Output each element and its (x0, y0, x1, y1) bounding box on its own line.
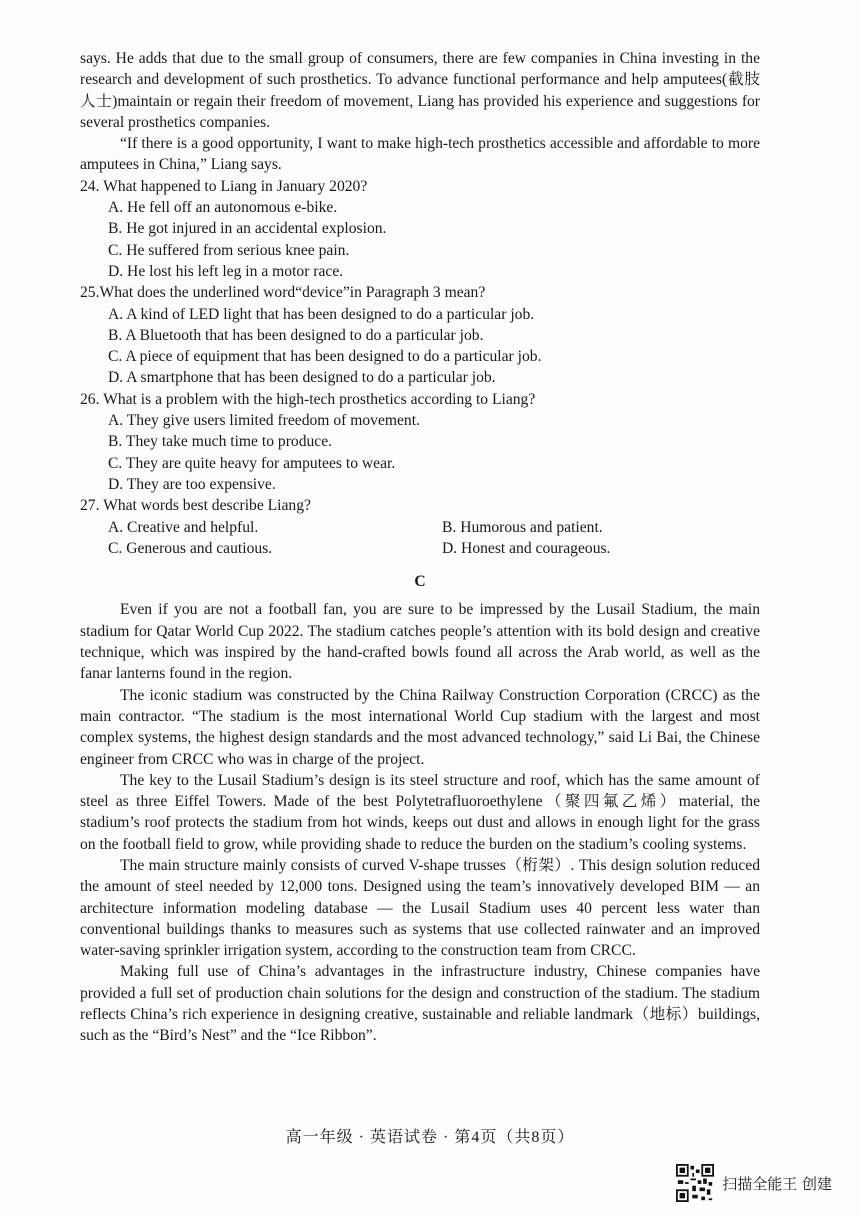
passage-b-paragraph: says. He adds that due to the small group of consumers, there are few companies in China investing in the research and development of such prosthetics. To advance functional performance and help amputees(截肢人士)maintain or regain their freedom of movement, Liang has provided his experience and suggestions for several prosthetics companies. (80, 50, 760, 131)
option-d: D. A smartphone that has been designed to do a particular job. (108, 369, 496, 387)
question-stem: 26. What is a problem with the high-tech prosthetics according to Liang? (80, 390, 536, 408)
option-b: B. They take much time to produce. (108, 433, 333, 451)
qr-code-icon (676, 1164, 714, 1202)
option-a: A. They give users limited freedom of movement. (108, 412, 420, 430)
option-b: B. Humorous and patient. (442, 518, 603, 536)
option-d: D. He lost his left leg in a motor race. (108, 262, 344, 280)
option-d: D. They are too expensive. (108, 475, 276, 493)
option-c: C. He suffered from serious knee pain. (108, 241, 350, 259)
option-d: D. Honest and courageous. (442, 539, 611, 557)
option-b: B. He got injured in an accidental explosion. (108, 220, 387, 238)
question-stem: 25.What does the underlined word“device”in Paragraph 3 mean? (80, 284, 486, 302)
section-label: C (414, 573, 426, 591)
option-a: A. He fell off an autonomous e-bike. (108, 199, 338, 217)
option-b: B. A Bluetooth that has been designed to do a particular job. (108, 326, 484, 344)
question-24 (80, 176, 760, 282)
question-stem: 27. What words best describe Liang? (80, 497, 311, 515)
passage-b-paragraph: “If there is a good opportunity, I want to make high-tech prosthetics accessible and affordable to more amputees in China,” Liang says. (80, 135, 760, 174)
option-c: C. Generous and cautious. (108, 539, 273, 557)
passage-c-paragraph: Making full use of China’s advantages in the infrastructure industry, Chinese companies have provided a full set of production chain solutions for the design and construction of the stadium. The stadium reflects China’s rich experience in designing creative, sustainable and reliable landmark（地标）buildings, such as the “Bird’s Nest” and the “Ice Ribbon”. (80, 963, 760, 1045)
question-26 (80, 389, 760, 495)
option-c: C. A piece of equipment that has been designed to do a particular job. (108, 348, 542, 366)
scanner-watermark-text: 扫描全能王 创建 (722, 1174, 832, 1193)
option-a: A. A kind of LED light that has been designed to do a particular job. (108, 305, 535, 323)
question-27 (80, 495, 760, 559)
page-footer: 高一年级 · 英语试卷 · 第4页（共8页） (285, 1129, 575, 1146)
options-grid (80, 517, 760, 560)
question-stem: 24. What happened to Liang in January 2020? (80, 177, 368, 195)
passage-c-paragraph: The key to the Lusail Stadium’s design is its steel structure and roof, which has the same amount of steel as three Eiffel Towers. Made of the best Polytetrafluoroethylene（聚四氟乙烯）material, the stadium’s roof protects the stadium from hot winds, keeps out dust and allows in enough light for the grass on the football field to grow, while providing shade to reduce the burden on the stadium’s cooling systems. (80, 771, 760, 853)
question-25 (80, 282, 760, 388)
passage-c-paragraph: Even if you are not a football fan, you are sure to be impressed by the Lusail Stadium, the main stadium for Qatar World Cup 2022. The stadium catches people’s attention with its bold design and creative technique, which was inspired by the hand-crafted bowls found all across the Arab world, as well as the fanar lanterns found in the region. (80, 601, 760, 683)
option-a: A. Creative and helpful. (108, 518, 259, 536)
exam-page (80, 48, 760, 1047)
option-c: C. They are quite heavy for amputees to wear. (108, 454, 396, 472)
passage-c-paragraph: The iconic stadium was constructed by the China Railway Construction Corporation (CRCC) as the main contractor. “The stadium is the most international World Cup stadium with the largest and most complex systems, the highest design standards and the most advanced technology,” said Li Bai, the Chinese engineer from CRCC who was in charge of the project. (80, 686, 760, 768)
passage-c-paragraph: The main structure mainly consists of curved V-shape trusses（桁架）. This design solution reduced the amount of steel needed by 12,000 tons. Designed using the team’s innovatively developed BIM — an architecture information modeling database — the Lusail Stadium uses 40 percent less water than conventional buildings thanks to measures such as systems that use collected rainwater and an improved water-saving sprinkler irrigation system, according to the construction team from CRCC. (80, 856, 760, 960)
scanner-watermark (676, 1164, 832, 1202)
